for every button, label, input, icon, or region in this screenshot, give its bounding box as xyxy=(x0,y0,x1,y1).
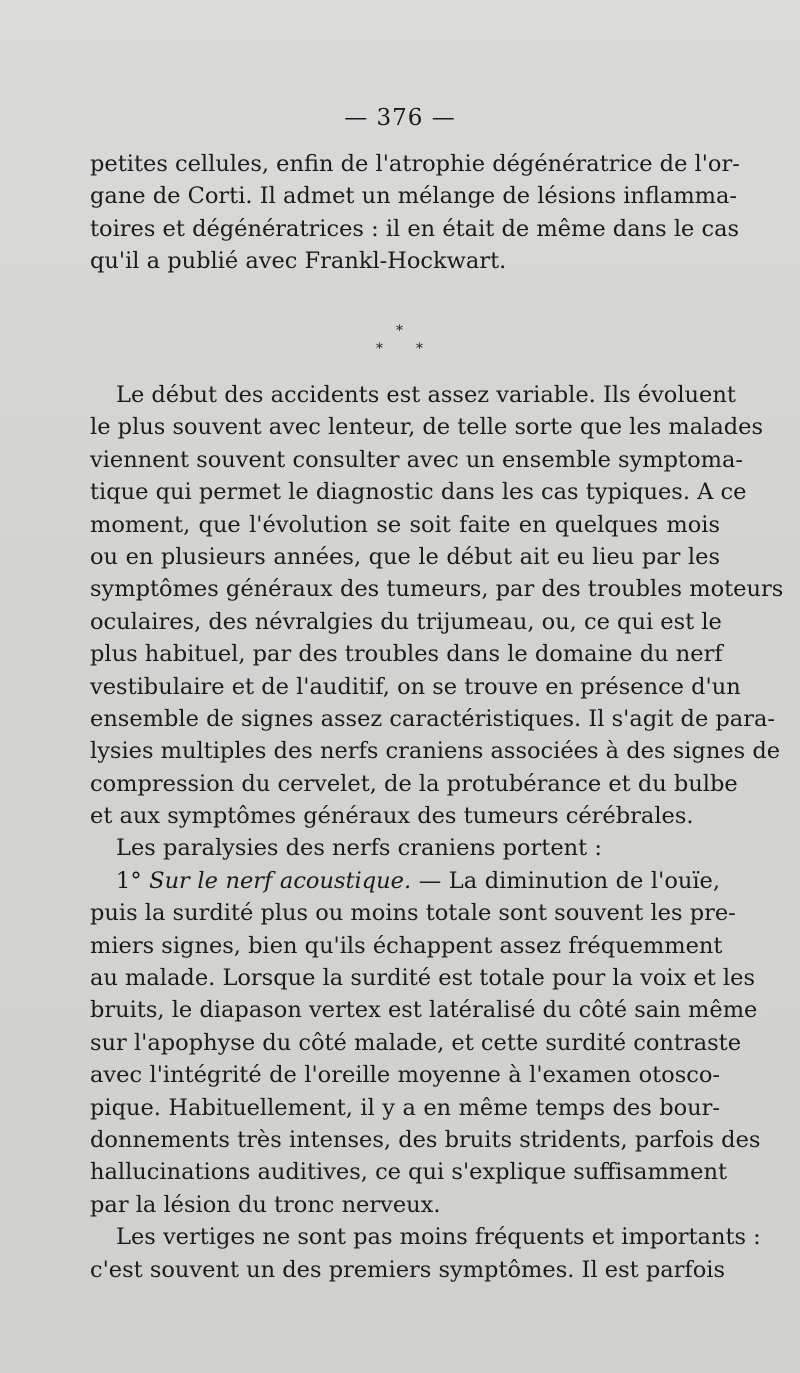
text-line: bruits, le diapason vertex est latéralisé du côté sain même xyxy=(90,997,758,1024)
text-line: qu'il a publié avec Frankl-Hockwart. xyxy=(90,248,507,275)
text-line: c'est souvent un des premiers symptômes. Il est parfois xyxy=(90,1256,726,1283)
text-line: et aux symptômes généraux des tumeurs cérébrales. xyxy=(90,803,694,830)
text-line: hallucinations auditives, ce qui s'explique suffisamment xyxy=(90,1159,727,1186)
text-line: miers signes, bien qu'ils échappent assez fréquemment xyxy=(90,932,723,959)
text-line: donnements très intenses, des bruits stridents, parfois des xyxy=(90,1126,761,1153)
text-line: lysies multiples des nerfs craniens associées à des signes de xyxy=(90,738,781,765)
text-line: puis la surdité plus ou moins totale sont souvent les pre- xyxy=(90,900,736,927)
text-line: viennent souvent consulter avec un ensemble symptoma- xyxy=(90,446,743,473)
list-number: 1° xyxy=(116,867,142,894)
text-line: vestibulaire et de l'auditif, on se trouve en présence d'un xyxy=(90,673,741,700)
text-line xyxy=(90,865,720,897)
text-line: ou en plusieurs années, que le début ait eu lieu par les xyxy=(90,543,720,570)
text-line: au malade. Lorsque la surdité est totale pour la voix et les xyxy=(90,965,755,992)
page-number: — 376 — xyxy=(344,105,456,131)
heading-continuation: — La diminution de l'ouïe, xyxy=(418,867,721,894)
text-line: Le début des accidents est assez variable. Ils évoluent xyxy=(116,382,736,408)
asterisk-icon: * xyxy=(416,341,423,357)
text-line: oculaires, des névralgies du trijumeau, ou, ce qui est le xyxy=(90,608,722,635)
asterisk-icon: * xyxy=(396,323,403,339)
section-heading: Sur le nerf acoustique. xyxy=(149,867,412,894)
asterisk-icon: * xyxy=(376,341,383,357)
text-line: toires et dégénératrices : il en était de même dans le cas xyxy=(90,215,740,242)
paragraph-2 xyxy=(90,379,784,1286)
text-line: pique. Habituellement, il y a en même temps des bour- xyxy=(90,1094,720,1121)
section-separator xyxy=(0,318,800,358)
text-line: par la lésion du tronc nerveux. xyxy=(90,1191,441,1218)
text-line: petites cellules, enfin de l'atrophie dégénératrice de l'or- xyxy=(90,151,740,177)
text-line: Les vertiges ne sont pas moins fréquents et importants : xyxy=(116,1224,761,1251)
text-line: le plus souvent avec lenteur, de telle sorte que les malades xyxy=(90,414,764,441)
paragraph-1 xyxy=(90,148,740,278)
text-line: Les paralysies des nerfs craniens portent : xyxy=(116,835,602,862)
text-line: symptômes généraux des tumeurs, par des troubles moteurs xyxy=(90,576,784,603)
text-line: gane de Corti. Il admet un mélange de lésions inflamma- xyxy=(90,183,738,210)
text-line: sur l'apophyse du côté malade, et cette surdité contraste xyxy=(90,1029,742,1056)
text-line: ensemble de signes assez caractéristiques. Il s'agit de para- xyxy=(90,705,775,732)
text-line: compression du cervelet, de la protubérance et du bulbe xyxy=(90,770,738,797)
text-line: avec l'intégrité de l'oreille moyenne à l'examen otosco- xyxy=(90,1062,720,1089)
text-line: moment, que l'évolution se soit faite en quelques mois xyxy=(90,511,720,538)
text-line: tique qui permet le diagnostic dans les cas typiques. A ce xyxy=(90,479,747,506)
text-line: plus habituel, par des troubles dans le domaine du nerf xyxy=(90,641,723,668)
